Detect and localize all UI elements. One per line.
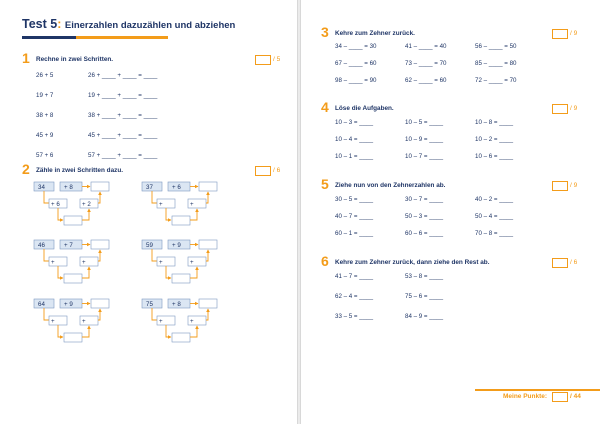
task-expression[interactable]: 45 + ____ + ____ = ____ <box>88 132 158 139</box>
task-label: 45 + 9 <box>36 132 54 139</box>
step2-operator: + <box>82 259 86 266</box>
exercise-item[interactable]: 10 – 6 = ____ <box>475 153 514 160</box>
section-4-number: 4 <box>321 99 329 115</box>
step2-operator: + 2 <box>82 201 91 208</box>
start-number: 34 <box>38 184 45 191</box>
right-page <box>301 0 600 424</box>
exercise-item[interactable]: 40 – 2 = ____ <box>475 196 514 203</box>
section-3-instruction: Kehre zum Zehner zurück. <box>335 30 415 37</box>
step1-operator: + <box>51 318 55 325</box>
title-colon: : <box>57 17 62 31</box>
section-1-instruction: Rechne in zwei Schritten. <box>36 56 114 63</box>
step2-operator: + <box>82 318 86 325</box>
arrow-to-step1 <box>152 191 157 203</box>
result-box[interactable] <box>199 182 217 191</box>
exercise-item[interactable]: 85 – ____ = 80 <box>475 60 517 67</box>
arrow-to-step1 <box>152 249 157 261</box>
arrow-to-step1 <box>44 308 49 320</box>
task-label: 57 + 6 <box>36 152 54 159</box>
section-3-number: 3 <box>321 24 329 40</box>
section-3-score: / 9 <box>570 30 578 37</box>
arrow-to-result-up <box>206 192 208 203</box>
exercise-item[interactable]: 73 – ____ = 70 <box>405 60 447 67</box>
exercise-item[interactable]: 10 – 4 = ____ <box>335 136 374 143</box>
middle-box[interactable] <box>64 216 82 225</box>
section-6-instruction: Kehre zum Zehner zurück, dann ziehe den Rest ab. <box>335 259 490 266</box>
start-number: 37 <box>146 184 153 191</box>
arrow-to-result-up <box>98 192 100 203</box>
title-subtitle: Einerzahlen dazuzählen und abziehen <box>64 20 236 31</box>
start-number: 59 <box>146 242 153 249</box>
footer <box>503 393 547 400</box>
exercise-item[interactable]: 33 – 5 = ____ <box>335 313 374 320</box>
task-expression[interactable]: 57 + ____ + ____ = ____ <box>88 152 158 159</box>
result-box[interactable] <box>199 240 217 249</box>
exercise-item[interactable]: 40 – 7 = ____ <box>335 213 374 220</box>
left-page <box>0 0 297 424</box>
exercise-item[interactable]: 62 – ____ = 60 <box>405 77 447 84</box>
step1-operator: + <box>159 318 163 325</box>
arrow-to-step1 <box>44 249 49 261</box>
result-box[interactable] <box>91 182 109 191</box>
section-6-number: 6 <box>321 253 329 269</box>
exercise-item[interactable]: 62 – 4 = ____ <box>335 293 374 300</box>
arrow-from-middle <box>190 326 197 337</box>
step1-operator: + <box>159 201 163 208</box>
exercise-item[interactable]: 41 – ____ = 40 <box>405 43 447 50</box>
exercise-item[interactable]: 30 – 7 = ____ <box>405 196 444 203</box>
section-6-score-box[interactable] <box>552 258 568 268</box>
section-5-instruction: Ziehe nun von den Zehnerzahlen ab. <box>335 182 446 189</box>
section-5-score: / 9 <box>570 182 578 189</box>
exercise-item[interactable]: 60 – 1 = ____ <box>335 230 374 237</box>
arrow-to-middle <box>166 325 171 337</box>
exercise-item[interactable]: 60 – 6 = ____ <box>405 230 444 237</box>
exercise-item[interactable]: 10 – 3 = ____ <box>335 119 374 126</box>
arrow-to-result-up <box>98 309 100 320</box>
start-number: 46 <box>38 242 45 249</box>
section-4-instruction: Löse die Aufgaben. <box>335 105 394 112</box>
test-number: Test 5 <box>22 17 58 31</box>
operator-label: + 8 <box>172 301 181 308</box>
operator-label: + 8 <box>64 184 73 191</box>
section-1-number: 1 <box>22 50 30 66</box>
exercise-item[interactable]: 10 – 9 = ____ <box>405 136 444 143</box>
step1-operator: + <box>51 259 55 266</box>
task-expression[interactable]: 19 + ____ + ____ = ____ <box>88 92 158 99</box>
section-2-number: 2 <box>22 161 30 177</box>
arrow-from-middle <box>190 267 197 278</box>
exercise-item[interactable]: 98 – ____ = 90 <box>335 77 377 84</box>
section-2-instruction: Zähle in zwei Schritten dazu. <box>36 167 123 174</box>
exercise-item[interactable]: 30 – 5 = ____ <box>335 196 374 203</box>
start-number: 75 <box>146 301 153 308</box>
arrow-from-middle <box>82 326 89 337</box>
arrow-to-middle <box>58 208 63 220</box>
arrow-to-middle <box>166 266 171 278</box>
operator-label: + 9 <box>64 301 73 308</box>
exercise-item[interactable]: 75 – 6 = ____ <box>405 293 444 300</box>
exercise-item[interactable]: 10 – 1 = ____ <box>335 153 374 160</box>
section-4-score-box[interactable] <box>552 104 568 114</box>
arrow-to-middle <box>58 325 63 337</box>
arrow-to-result-up <box>98 250 100 261</box>
footer-total: / 44 <box>570 393 581 400</box>
operator-label: + 7 <box>64 242 73 249</box>
result-box[interactable] <box>199 299 217 308</box>
step2-operator: + <box>190 201 194 208</box>
exercise-item[interactable]: 41 – 7 = ____ <box>335 273 374 280</box>
middle-box[interactable] <box>64 274 82 283</box>
section-4-score: / 9 <box>570 105 578 112</box>
exercise-item[interactable]: 50 – 3 = ____ <box>405 213 444 220</box>
exercise-item[interactable]: 10 – 2 = ____ <box>475 136 514 143</box>
step1-operator: + 6 <box>51 201 60 208</box>
task-label: 38 + 8 <box>36 112 54 119</box>
footer-label: Meine Punkte: <box>503 393 548 400</box>
middle-box[interactable] <box>172 216 190 225</box>
exercise-item[interactable]: 10 – 5 = ____ <box>405 119 444 126</box>
section-2-score: / 6 <box>273 167 281 174</box>
exercise-item[interactable]: 10 – 7 = ____ <box>405 153 444 160</box>
footer-line <box>475 389 600 391</box>
result-box[interactable] <box>91 299 109 308</box>
section-5-number: 5 <box>321 176 329 192</box>
task-expression[interactable]: 38 + ____ + ____ = ____ <box>88 112 158 119</box>
exercise-item[interactable]: 72 – ____ = 70 <box>475 77 517 84</box>
arrow-to-result-up <box>206 250 208 261</box>
step2-operator: + <box>190 259 194 266</box>
arrow-from-middle <box>82 209 89 220</box>
footer-score-box[interactable] <box>552 392 568 402</box>
section-5-score-box[interactable] <box>552 181 568 191</box>
task-label: 26 + 5 <box>36 72 54 79</box>
exercise-item[interactable]: 53 – 8 = ____ <box>405 273 444 280</box>
exercise-item[interactable]: 56 – ____ = 50 <box>475 43 517 50</box>
middle-box[interactable] <box>64 333 82 342</box>
exercise-item[interactable]: 50 – 4 = ____ <box>475 213 514 220</box>
section-3-score-box[interactable] <box>552 29 568 39</box>
exercise-item[interactable]: 84 – 9 = ____ <box>405 313 444 320</box>
result-box[interactable] <box>91 240 109 249</box>
arrow-to-step1 <box>152 308 157 320</box>
middle-box[interactable] <box>172 274 190 283</box>
arrow-to-result-up <box>206 309 208 320</box>
exercise-item[interactable]: 70 – 8 = ____ <box>475 230 514 237</box>
step2-operator: + <box>190 318 194 325</box>
exercise-item[interactable]: 67 – ____ = 60 <box>335 60 377 67</box>
middle-box[interactable] <box>172 333 190 342</box>
section-6-score: / 6 <box>570 259 578 266</box>
task-label: 19 + 7 <box>36 92 54 99</box>
section-1-score: / 5 <box>273 56 281 63</box>
step1-operator: + <box>159 259 163 266</box>
number-line-diagrams <box>0 0 297 424</box>
arrow-from-middle <box>190 209 197 220</box>
operator-label: + 6 <box>172 184 181 191</box>
arrow-from-middle <box>82 267 89 278</box>
start-number: 64 <box>38 301 45 308</box>
arrow-to-step1 <box>44 191 49 203</box>
exercise-item[interactable]: 34 – ____ = 30 <box>335 43 377 50</box>
arrow-to-middle <box>58 266 63 278</box>
exercise-item[interactable]: 10 – 8 = ____ <box>475 119 514 126</box>
operator-label: + 9 <box>172 242 181 249</box>
task-expression[interactable]: 26 + ____ + ____ = ____ <box>88 72 158 79</box>
arrow-to-middle <box>166 208 171 220</box>
